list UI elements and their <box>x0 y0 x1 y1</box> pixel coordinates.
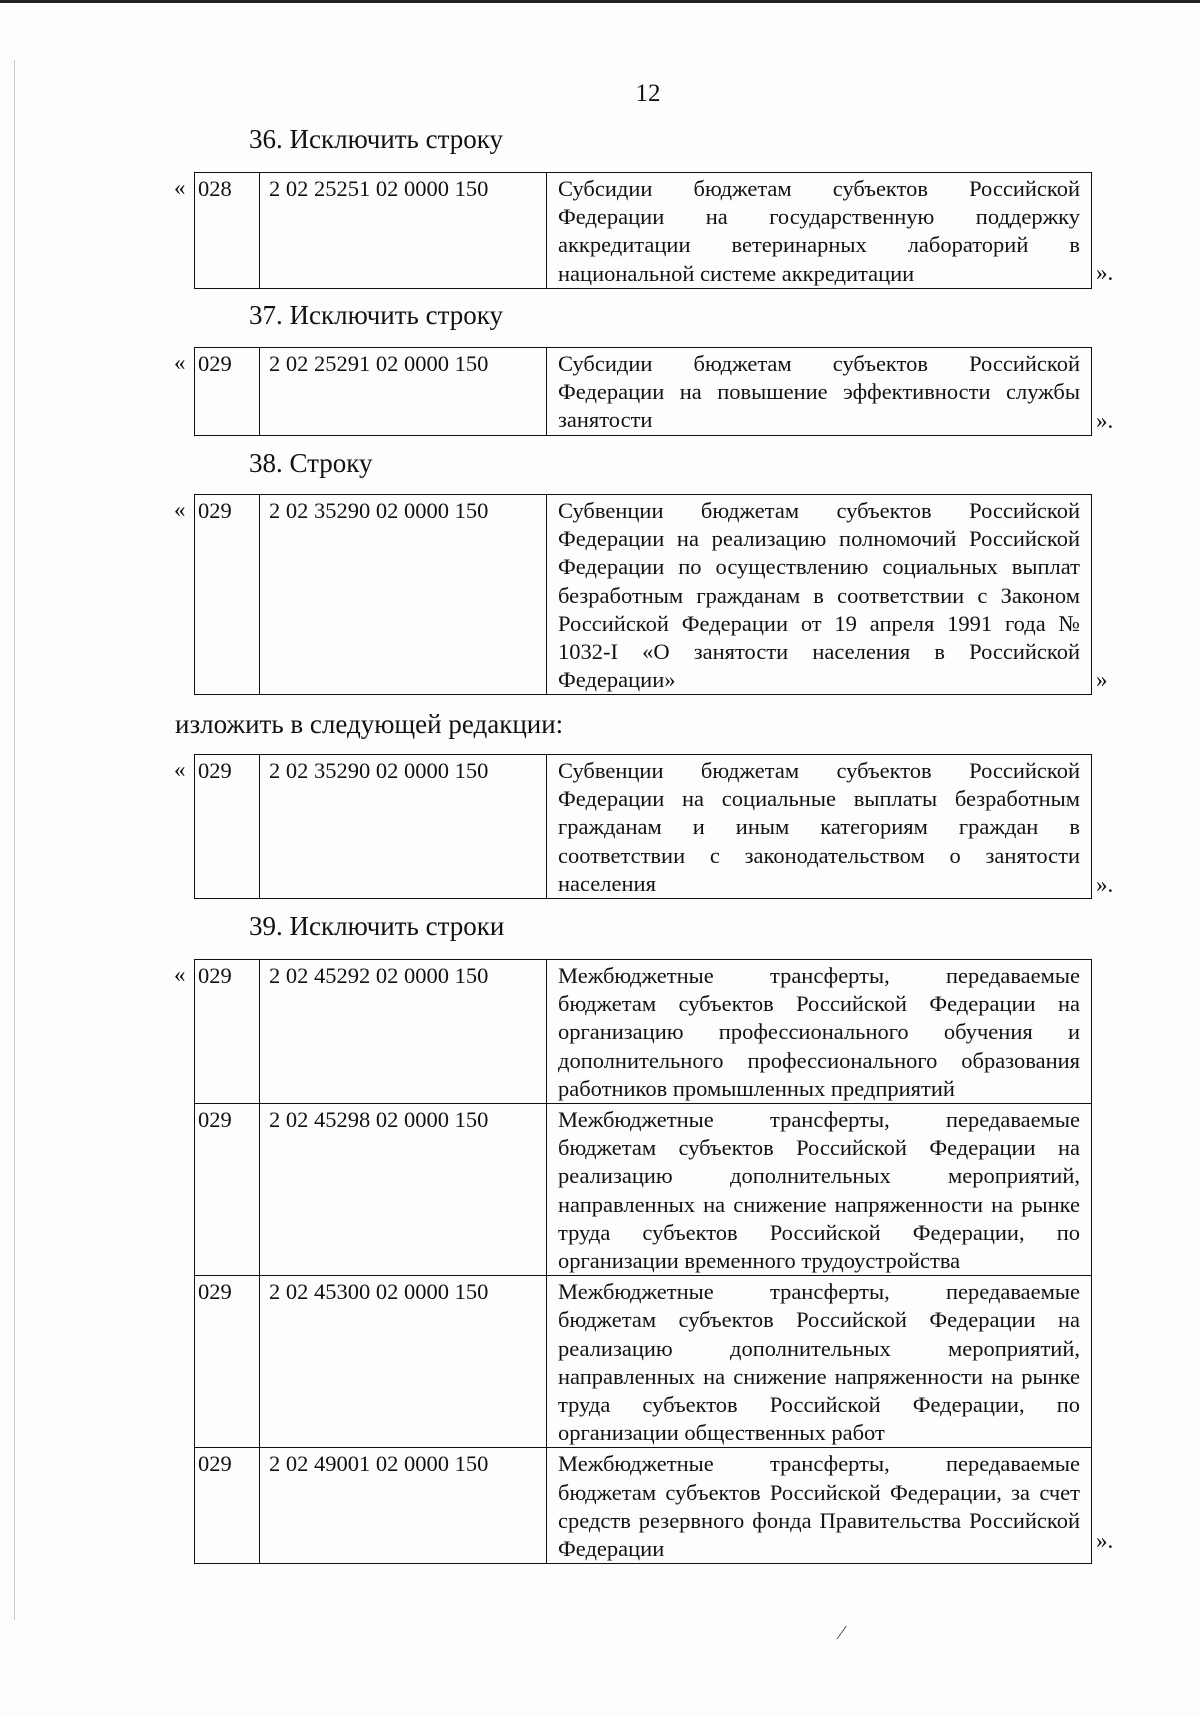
row-kbk: 2 02 35290 02 0000 150 <box>260 495 547 695</box>
scan-mark: ⁄ <box>840 1622 844 1644</box>
open-quote: « <box>174 962 186 987</box>
table-section-36 <box>194 172 1092 289</box>
scan-left-edge <box>14 60 15 1620</box>
table-row <box>195 1276 1092 1448</box>
row-kbk: 2 02 45300 02 0000 150 <box>260 1276 547 1448</box>
table-row <box>195 1448 1092 1564</box>
table-section-38-old <box>194 494 1092 695</box>
row-code: 028 <box>195 173 260 289</box>
table-row <box>195 348 1092 436</box>
row-code: 029 <box>195 1276 260 1448</box>
row-kbk: 2 02 45292 02 0000 150 <box>260 960 547 1104</box>
row-kbk: 2 02 45298 02 0000 150 <box>260 1104 547 1276</box>
row-kbk: 2 02 25251 02 0000 150 <box>260 173 547 289</box>
table-section-37 <box>194 347 1092 436</box>
row-text: Межбюджетные трансферты, передаваемые бюджетам субъектов Российской Федерации, за счет средств резервного фонда Правительства Российской Федерации <box>547 1448 1092 1564</box>
open-quote: « <box>174 757 186 782</box>
row-text: Межбюджетные трансферты, передаваемые бюджетам субъектов Российской Федерации на реализацию дополнительных мероприятий, направленных на снижение напряженности на рынке труда субъектов Российской Федерации, по организации общественных работ <box>547 1276 1092 1448</box>
open-quote: « <box>174 175 186 200</box>
row-code: 029 <box>195 1104 260 1276</box>
table-row <box>195 495 1092 695</box>
row-code: 029 <box>195 755 260 899</box>
scan-top-edge <box>0 0 1200 3</box>
row-kbk: 2 02 25291 02 0000 150 <box>260 348 547 436</box>
table-row <box>195 960 1092 1104</box>
row-text: Субсидии бюджетам субъектов Российской Федерации на повышение эффективности службы занятости <box>547 348 1092 436</box>
row-text: Субвенции бюджетам субъектов Российской Федерации на социальные выплаты безработным гражданам и иным категориям граждан в соответствии с законодательством о занятости населения <box>547 755 1092 899</box>
open-quote: « <box>174 497 186 522</box>
table-section-39 <box>194 959 1092 1564</box>
row-text: Субсидии бюджетам субъектов Российской Федерации на государственную поддержку аккредитации ветеринарных лабораторий в национальной системе аккредитации <box>547 173 1092 289</box>
close-quote: ». <box>1096 1528 1114 1553</box>
table-row <box>195 173 1092 289</box>
close-quote: ». <box>1096 408 1114 433</box>
row-code: 029 <box>195 495 260 695</box>
row-code: 029 <box>195 960 260 1104</box>
row-kbk: 2 02 49001 02 0000 150 <box>260 1448 547 1564</box>
row-text: Межбюджетные трансферты, передаваемые бюджетам субъектов Российской Федерации на организацию профессионального обучения и дополнительного профессионального образования работников промышленных предприятий <box>547 960 1092 1104</box>
section-39-heading: 39. Исключить строки <box>249 911 505 941</box>
row-code: 029 <box>195 1448 260 1564</box>
close-quote: ». <box>1096 260 1114 285</box>
table-section-38-new <box>194 754 1092 899</box>
table-row <box>195 755 1092 899</box>
section-37-heading: 37. Исключить строку <box>249 300 503 330</box>
open-quote: « <box>174 350 186 375</box>
close-quote: » <box>1096 667 1108 692</box>
row-kbk: 2 02 35290 02 0000 150 <box>260 755 547 899</box>
section-36-heading: 36. Исключить строку <box>249 124 503 154</box>
section-38-heading: 38. Строку <box>249 448 373 478</box>
table-row <box>195 1104 1092 1276</box>
page-number: 12 <box>635 80 661 107</box>
new-wording-heading: изложить в следующей редакции: <box>175 709 564 739</box>
row-code: 029 <box>195 348 260 436</box>
row-text: Субвенции бюджетам субъектов Российской Федерации на реализацию полномочий Российской Федерации по осуществлению социальных выплат безработным гражданам в соответствии с Законом Российской Федерации от 19 апреля 1991 года № 1032-I «О занятости населения в Российской Федерации» <box>547 495 1092 695</box>
row-text: Межбюджетные трансферты, передаваемые бюджетам субъектов Российской Федерации на реализацию дополнительных мероприятий, направленных на снижение напряженности на рынке труда субъектов Российской Федерации, по организации временного трудоустройства <box>547 1104 1092 1276</box>
close-quote: ». <box>1096 872 1114 897</box>
